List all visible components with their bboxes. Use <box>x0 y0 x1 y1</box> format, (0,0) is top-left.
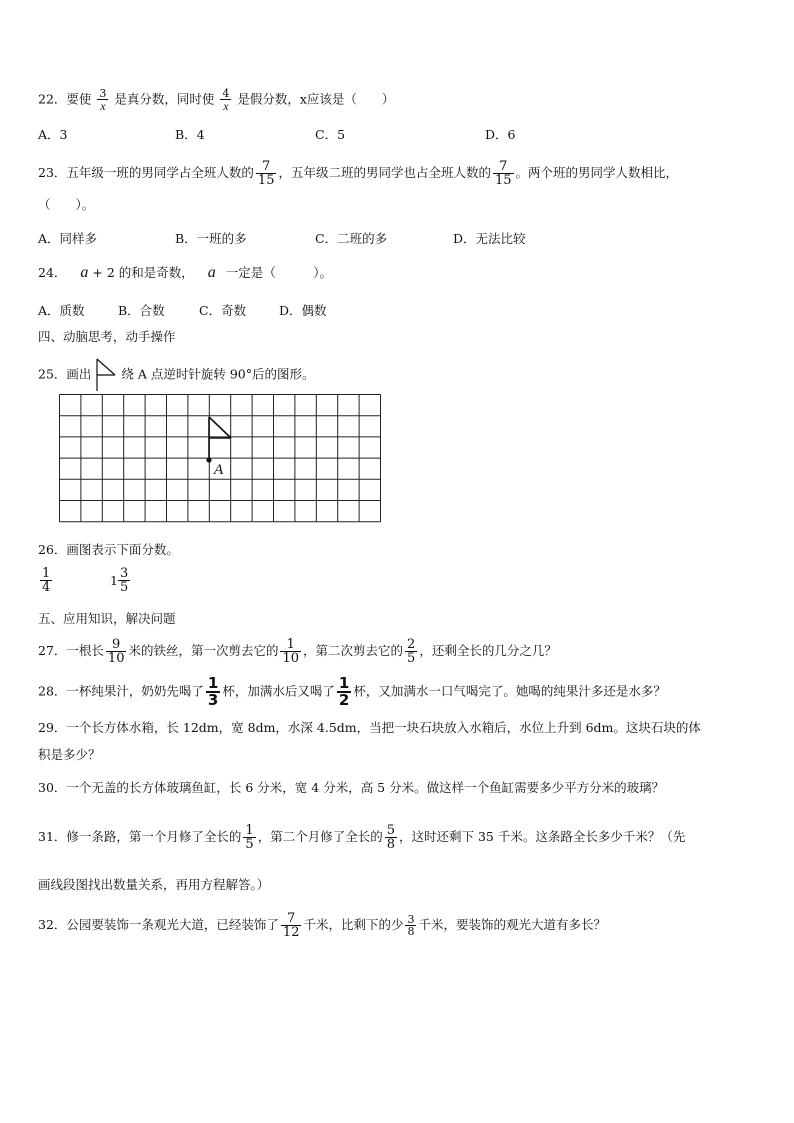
fraction: $\frac{1}{10}$ <box>282 637 300 666</box>
fraction: $\frac{7}{12}$ <box>282 911 300 940</box>
option-a: A．同样多 <box>38 231 98 246</box>
question-text: 一个长方体水箱，长 12dm，宽 8dm，水深 4.5dm，当把一块石块放入水箱后，水位上升到 6dm。这块石块的体 <box>66 720 701 735</box>
variable: a <box>80 264 89 281</box>
question-number: 23． <box>38 165 67 180</box>
question-text: 画出 <box>66 366 92 382</box>
question-30 <box>38 779 664 797</box>
question-number: 24． <box>38 265 67 280</box>
fraction: $\frac{7}{15}$ <box>494 159 512 188</box>
question-number: 26． <box>38 542 67 557</box>
question-text: 一杯纯果汁，奶奶先喝了 <box>66 683 204 699</box>
question-text: 绕 A 点逆时针旋转 90°后的图形。 <box>121 366 315 382</box>
answer-blank: （ ）。 <box>38 197 95 212</box>
option-b: B．4 <box>175 127 205 142</box>
fraction: $\frac{7}{15}$ <box>257 159 275 188</box>
question-22 <box>38 88 394 112</box>
question-24 <box>38 264 332 282</box>
option-a: A．质数 <box>38 303 85 318</box>
variable: a <box>207 264 216 281</box>
fraction: $\frac{5}{8}$ <box>386 823 395 852</box>
question-number: 25． <box>38 366 67 382</box>
question-number: 31． <box>38 829 67 844</box>
fraction-one-quarter: $\frac{1}{4}$ <box>42 566 51 595</box>
question-23 <box>38 160 678 187</box>
question-text: 千米，比剩下的少 <box>303 917 404 932</box>
option-b: B．一班的多 <box>175 231 247 246</box>
question-text: 修一条路，第一个月修了全长的 <box>66 829 242 844</box>
question-text: 要使 <box>66 91 92 107</box>
fraction: $\frac{1}{5}$ <box>245 823 254 852</box>
question-27 <box>38 638 557 665</box>
question-text: + 2 的和是奇数， <box>92 265 194 280</box>
fraction: $\frac{1}{2}$ <box>338 674 350 709</box>
question-text: 画图表示下面分数。 <box>66 542 179 557</box>
mixed-number: 1 $\frac{3}{5}$ <box>110 566 129 595</box>
option-c: C．5 <box>315 127 346 142</box>
point-a <box>206 457 211 462</box>
fraction: $\frac{3}{8}$ <box>407 913 415 938</box>
square-grid <box>59 394 383 524</box>
section-heading: 四、动脑思考，动手操作 <box>38 329 176 344</box>
flag-figure <box>209 417 231 460</box>
question-text: 公园要装饰一条观光大道，已经装饰了 <box>66 917 279 932</box>
question-text: 杯，加满水后又喝了 <box>222 683 335 699</box>
point-a-label: A <box>214 462 224 478</box>
section-heading: 五、应用知识，解决问题 <box>38 611 176 626</box>
option-c: C．二班的多 <box>315 231 388 246</box>
question-text: 是真分数，同时使 <box>114 91 215 107</box>
question-number: 22． <box>38 91 67 107</box>
question-number: 27． <box>38 643 67 658</box>
question-number: 32． <box>38 917 67 932</box>
question-31-cont: 画线段图找出数量关系，再用方程解答。） <box>38 877 270 892</box>
question-text: ，这时还剩下 35 千米。这条路全长多少千米？（先 <box>399 829 686 844</box>
option-d: D．无法比较 <box>453 231 526 246</box>
option-b: B．合数 <box>118 303 165 318</box>
question-28 <box>38 676 666 708</box>
option-d: D．6 <box>485 127 516 142</box>
question-text: 五年级一班的男同学占全班人数的 <box>66 165 254 180</box>
question-text: ，还剩全长的几分之几？ <box>419 643 557 658</box>
option-a: A．3 <box>38 127 68 142</box>
question-text: 一定是（ ）。 <box>225 265 332 280</box>
question-text: 米的铁丝，第一次剪去它的 <box>128 643 279 658</box>
question-number: 30． <box>38 780 67 795</box>
fraction: $\frac{9}{10}$ <box>107 637 125 666</box>
question-text: 一根长 <box>66 643 104 658</box>
flag-shape-icon <box>95 358 117 392</box>
question-29 <box>38 719 701 737</box>
fraction: $\frac{1}{3}$ <box>207 674 219 709</box>
question-number: 28． <box>38 683 67 699</box>
fraction: $\frac{4}{x}$ <box>222 87 230 113</box>
question-29-cont: 积是多少？ <box>38 747 101 762</box>
question-26 <box>38 541 179 559</box>
fraction: $\frac{2}{5}$ <box>407 637 416 666</box>
question-text: ，第二个月修了全长的 <box>257 829 383 844</box>
question-32 <box>38 912 606 939</box>
question-text: 是假分数，x应该是（ ） <box>237 91 395 107</box>
question-text: 杯，又加满水一口气喝完了。她喝的纯果汁多还是水多？ <box>353 683 666 699</box>
question-31 <box>38 824 685 851</box>
question-text: 。两个班的男同学人数相比， <box>515 165 679 180</box>
question-text: ，五年级二班的男同学也占全班人数的 <box>278 165 491 180</box>
question-text: ，第二次剪去它的 <box>303 643 404 658</box>
option-d: D．偶数 <box>279 303 327 318</box>
question-text: 一个无盖的长方体玻璃鱼缸，长 6 分米，宽 4 分米，高 5 分米。做这样一个鱼缸需要多少平方分米的玻璃？ <box>66 780 665 795</box>
question-text: 千米，要装饰的观光大道有多长？ <box>418 917 606 932</box>
option-c: C．奇数 <box>199 303 247 318</box>
question-number: 29． <box>38 720 67 735</box>
question-25 <box>38 358 315 392</box>
fraction: $\frac{3}{x}$ <box>99 87 107 113</box>
